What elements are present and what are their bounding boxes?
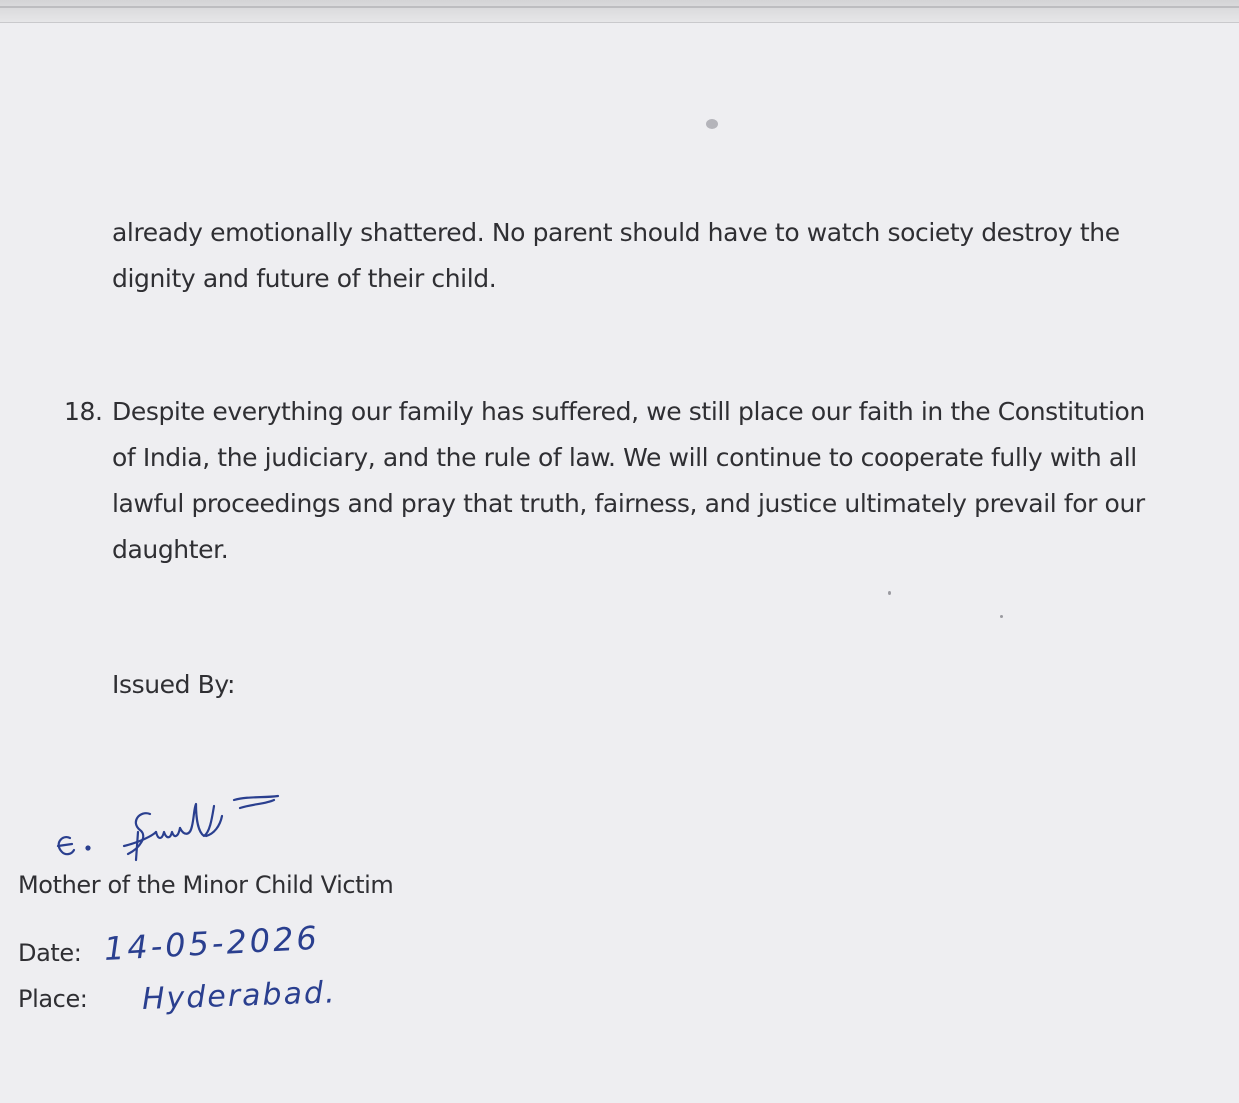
paragraph-line: of India, the judiciary, and the rule of law. We will continue to cooperate fully with all [112,443,1137,472]
paragraph-line [64,389,1145,435]
scan-speck [706,119,718,129]
place-label: Place: [18,985,88,1013]
paragraph-18 [64,389,1145,573]
paragraph-number: 18. [64,397,103,426]
paragraph-line: dignity and future of their child. [112,264,497,293]
handwritten-place: Hyderabad. [141,975,338,1017]
paragraph-line: daughter. [112,535,229,564]
issued-by-label: Issued By: [112,670,236,699]
paragraph-line: lawful proceedings and pray that truth, fairness, and justice ultimately prevail for our [112,489,1145,518]
scan-top-edge [0,0,1239,23]
scan-edge-line [0,6,1239,8]
handwritten-date: 14-05-2026 [103,918,321,968]
date-label: Date: [18,939,82,967]
signatory-title: Mother of the Minor Child Victim [18,871,394,899]
scan-speck [888,591,891,595]
handwritten-signature [44,788,304,868]
paragraph-line: already emotionally shattered. No parent should have to watch society destroy the [112,218,1120,247]
paragraph-line-text: Despite everything our family has suffered, we still place our faith in the Constitution [112,397,1145,426]
scan-speck [1000,615,1003,618]
paragraph-continuation [112,210,1120,302]
